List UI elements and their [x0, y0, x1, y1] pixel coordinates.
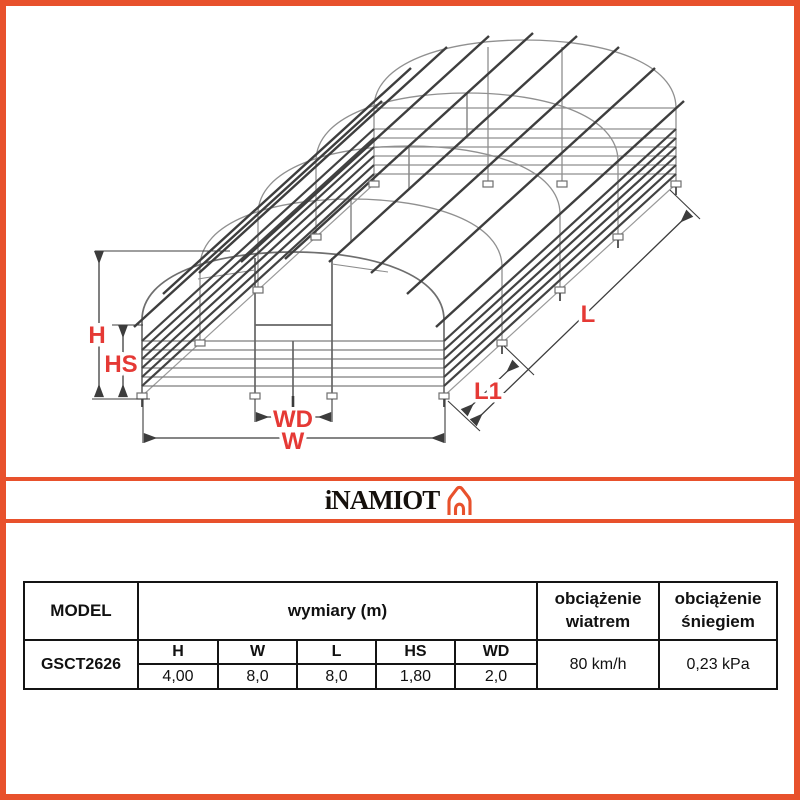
- label-l1: L1: [473, 378, 503, 405]
- rear-wall-frame: [374, 47, 676, 184]
- diagram-section: [6, 6, 794, 477]
- tent-icon: [444, 484, 475, 517]
- label-h: H: [88, 322, 106, 349]
- dim-col-h: H: [138, 640, 218, 664]
- dim-col-wd: WD: [455, 640, 537, 664]
- value-wd: 2,0: [455, 664, 537, 689]
- header-model: MODEL: [24, 582, 138, 640]
- label-l: L: [580, 301, 596, 328]
- logo-band: [6, 481, 794, 519]
- dimension-extension-lines: [92, 190, 700, 443]
- spec-table-section: [6, 581, 794, 800]
- header-snow-load: obciążenie śniegiem: [659, 582, 777, 640]
- value-h: 4,00: [138, 664, 218, 689]
- label-w: W: [281, 428, 305, 455]
- base-sills: [142, 184, 676, 396]
- dim-col-l: L: [297, 640, 376, 664]
- dim-col-w: W: [218, 640, 297, 664]
- header-row: [24, 582, 777, 640]
- brand-name: iNAMIOT: [324, 484, 440, 515]
- front-door-frame: [198, 258, 388, 396]
- value-l: 8,0: [297, 664, 376, 689]
- dimension-header-row: [24, 640, 777, 664]
- value-hs: 1,80: [376, 664, 455, 689]
- tent-wireframe-diagram: [6, 6, 794, 477]
- model-cell: GSCT2626: [24, 640, 138, 689]
- orange-divider-bottom: [6, 519, 794, 523]
- wind-load-value: 80 km/h: [537, 640, 659, 689]
- dim-col-hs: HS: [376, 640, 455, 664]
- snow-load-value: 0,23 kPa: [659, 640, 777, 689]
- spec-table: [23, 581, 778, 690]
- header-wind-load: obciążenie wiatrem: [537, 582, 659, 640]
- value-w: 8,0: [218, 664, 297, 689]
- label-hs: HS: [104, 351, 138, 378]
- label-wd: WD: [273, 406, 313, 433]
- crown-struts: [351, 93, 467, 243]
- header-dimensions: wymiary (m): [138, 582, 537, 640]
